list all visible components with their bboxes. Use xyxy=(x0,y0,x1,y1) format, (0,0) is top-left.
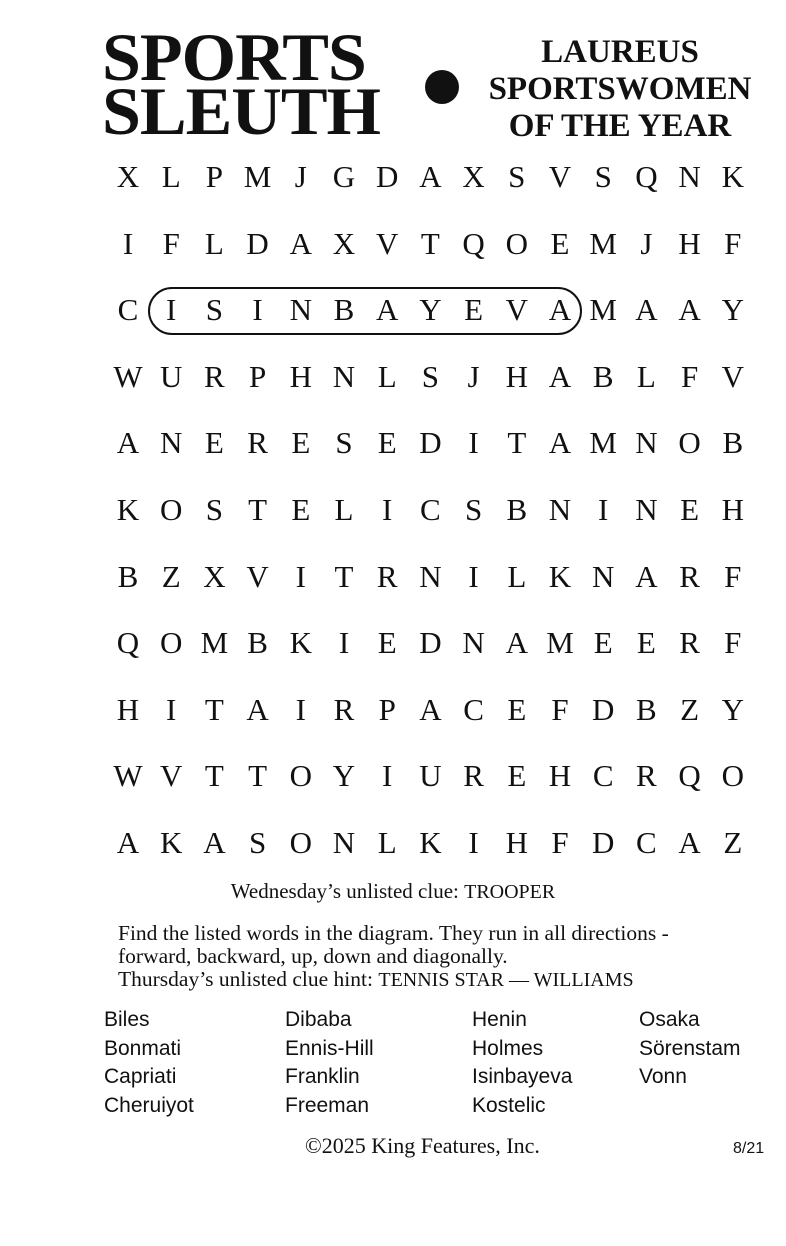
grid-letter: Z xyxy=(723,824,743,860)
grid-letter: N xyxy=(591,558,615,594)
grid-letter: A xyxy=(548,292,572,328)
thursday-clue xyxy=(118,968,758,992)
grid-letter: M xyxy=(589,225,617,261)
word-item: Franklin xyxy=(285,1065,360,1088)
grid-row xyxy=(108,618,756,685)
word-item: Henin xyxy=(472,1008,527,1031)
topic-line-2: SPORTSWOMEN xyxy=(488,71,752,107)
grid-letter: W xyxy=(113,358,143,394)
grid-letter: D xyxy=(591,824,615,860)
bullet-dot-icon xyxy=(425,70,459,104)
grid-letter: A xyxy=(289,225,312,261)
grid-letter: E xyxy=(291,425,311,461)
grid-letter: A xyxy=(375,292,399,328)
grid-letter: P xyxy=(378,691,396,727)
grid-letter: V xyxy=(721,358,744,394)
word-item: Bonmati xyxy=(104,1036,182,1060)
grid-row xyxy=(108,685,756,752)
grid-letter: L xyxy=(636,358,656,394)
wednesday-clue-label: Wednesday’s unlisted clue: xyxy=(230,879,459,903)
word-item: Kostelic xyxy=(472,1093,546,1117)
grid-letter: Q xyxy=(635,159,658,194)
puzzle-title xyxy=(102,19,421,149)
grid-letter: J xyxy=(467,358,480,394)
instructions xyxy=(118,922,758,992)
grid-letter: Y xyxy=(721,691,744,727)
grid-letter: A xyxy=(635,558,658,594)
grid-letter: X xyxy=(203,558,226,594)
grid-letter: Z xyxy=(680,691,700,727)
grid-letter: O xyxy=(721,758,744,794)
word-item: Isinbayeva xyxy=(472,1065,573,1088)
grid-row xyxy=(108,285,756,352)
grid-letter: S xyxy=(421,358,440,394)
grid-letter: R xyxy=(679,625,700,661)
word-item: Sörenstam xyxy=(639,1036,741,1060)
grid-letter: M xyxy=(546,625,574,661)
grid-letter: M xyxy=(589,292,617,328)
grid-letter: A xyxy=(116,824,140,860)
grid-letter: E xyxy=(464,292,484,328)
grid-letter: H xyxy=(678,225,701,261)
grid-letter: J xyxy=(294,159,307,194)
grid-letter: N xyxy=(289,292,312,328)
grid-letter: T xyxy=(204,758,224,794)
grid-row xyxy=(108,818,756,885)
grid-row xyxy=(108,352,756,419)
grid-letter: A xyxy=(635,292,658,328)
grid-letter: A xyxy=(419,159,442,194)
grid-letter: B xyxy=(506,491,528,527)
grid-letter: A xyxy=(116,425,140,461)
grid-row xyxy=(108,152,756,219)
grid-letter: X xyxy=(332,225,356,261)
grid-letter: W xyxy=(113,758,143,794)
grid-letter: I xyxy=(468,425,479,461)
grid-letter: Z xyxy=(161,558,181,594)
grid-letter: T xyxy=(507,425,527,461)
grid-letter: T xyxy=(248,491,268,527)
grid-letter: C xyxy=(636,824,657,860)
grid-letter: I xyxy=(252,292,263,328)
grid-letter: I xyxy=(468,558,479,594)
grid-letter: O xyxy=(159,491,183,527)
grid-letter: E xyxy=(507,758,527,794)
grid-letter: H xyxy=(505,358,528,394)
grid-letter: H xyxy=(505,824,528,860)
thursday-clue-hint: TENNIS STAR — WILLIAMS xyxy=(378,969,634,991)
wednesday-clue xyxy=(0,879,786,904)
grid-letter: Q xyxy=(678,758,701,794)
word-item: Ennis-Hill xyxy=(285,1036,374,1060)
grid-letter: P xyxy=(205,159,224,194)
grid-letter: L xyxy=(377,824,397,860)
grid-row xyxy=(108,552,756,619)
grid-letter: T xyxy=(420,225,440,261)
grid-letter: S xyxy=(205,292,224,328)
grid-letter: N xyxy=(548,491,572,527)
grid-letter: L xyxy=(334,491,354,527)
grid-letter: K xyxy=(289,625,312,661)
grid-letter: K xyxy=(548,558,572,594)
grid-letter: R xyxy=(376,558,398,594)
grid-letter: O xyxy=(159,625,183,661)
grid-letter: F xyxy=(724,225,742,261)
grid-letter: A xyxy=(678,824,701,860)
word-column-2 xyxy=(285,1006,374,1120)
grid-letter: Q xyxy=(116,625,140,661)
grid-letter: A xyxy=(203,824,226,860)
grid-letter: B xyxy=(636,691,657,727)
grid-letter: R xyxy=(679,558,700,594)
grid-letter: D xyxy=(375,159,399,194)
grid-letter: X xyxy=(116,159,140,194)
word-column-3 xyxy=(472,1006,572,1120)
grid-letter: Y xyxy=(419,292,442,328)
puzzle-topic xyxy=(470,34,770,145)
grid-letter: E xyxy=(680,491,700,527)
word-item: Capriati xyxy=(104,1065,177,1088)
grid-letter: D xyxy=(246,225,269,261)
grid-letter: S xyxy=(248,824,267,860)
grid-letter: B xyxy=(722,425,744,461)
word-item: Vonn xyxy=(639,1065,687,1088)
grid-letter: H xyxy=(721,491,744,527)
grid-letter: R xyxy=(333,691,355,727)
word-item: Holmes xyxy=(472,1036,544,1060)
grid-row xyxy=(108,485,756,552)
letter-grid xyxy=(108,152,756,885)
grid-letter: K xyxy=(159,824,183,860)
grid-letter: C xyxy=(592,758,614,794)
word-item: Dibaba xyxy=(285,1008,352,1031)
grid-letter: I xyxy=(122,225,134,261)
wednesday-clue-answer: TROOPER xyxy=(464,881,556,903)
grid-letter: Q xyxy=(462,225,485,261)
grid-letter: L xyxy=(377,358,397,394)
grid-letter: A xyxy=(678,292,701,328)
grid-letter: F xyxy=(162,225,180,261)
grid-letter: T xyxy=(334,558,354,594)
grid-letter: E xyxy=(550,225,570,261)
grid-letter: I xyxy=(382,758,393,794)
grid-letter: M xyxy=(200,625,229,661)
grid-letter: S xyxy=(205,491,224,527)
word-item: Cheruiyot xyxy=(104,1093,194,1117)
grid-letter: I xyxy=(468,824,479,860)
grid-letter: V xyxy=(375,225,399,261)
grid-letter: N xyxy=(332,824,356,860)
grid-letter: D xyxy=(419,425,442,461)
grid-letter: E xyxy=(291,491,311,527)
grid-letter: X xyxy=(462,159,485,194)
grid-letter: D xyxy=(419,625,442,661)
grid-letter: H xyxy=(289,358,312,394)
grid-letter: G xyxy=(332,159,356,194)
grid-letter: V xyxy=(246,558,269,594)
grid-letter: N xyxy=(159,425,183,461)
grid-letter: T xyxy=(248,758,268,794)
word-column-4 xyxy=(639,1006,741,1092)
grid-letter: S xyxy=(464,491,483,527)
grid-letter: U xyxy=(159,358,183,394)
title-line-1: SPORTS xyxy=(102,19,366,95)
grid-letter: I xyxy=(338,625,350,661)
grid-letter: C xyxy=(463,691,484,727)
grid-letter: O xyxy=(678,425,701,461)
grid-letter: I xyxy=(295,691,306,727)
grid-letter: H xyxy=(548,758,572,794)
grid-letter: I xyxy=(598,491,609,527)
grid-letter: A xyxy=(246,691,269,727)
grid-letter: K xyxy=(721,159,744,194)
grid-letter: A xyxy=(548,358,572,394)
grid-letter: M xyxy=(243,159,272,194)
grid-letter: A xyxy=(419,691,442,727)
grid-letter: S xyxy=(508,159,526,194)
title-line-2: SLEUTH xyxy=(102,73,380,149)
grid-letter: I xyxy=(382,491,393,527)
grid-letter: I xyxy=(295,558,306,594)
grid-letter: F xyxy=(724,625,742,661)
grid-letter: P xyxy=(248,358,267,394)
grid-letter: E xyxy=(636,625,656,661)
grid-row xyxy=(108,418,756,485)
grid-letter: K xyxy=(419,824,442,860)
grid-letter: A xyxy=(548,425,572,461)
grid-letter: Y xyxy=(721,292,744,328)
thursday-clue-label: Thursday’s unlisted clue hint: xyxy=(118,967,373,991)
instructions-line-2: forward, backward, up, down and diagonally. xyxy=(118,944,508,968)
word-item: Osaka xyxy=(639,1008,700,1031)
puzzle-date: 8/21 xyxy=(733,1140,765,1157)
grid-letter: C xyxy=(117,292,139,328)
grid-letter: F xyxy=(680,358,699,394)
grid-letter: O xyxy=(505,225,528,261)
instructions-line-1: Find the listed words in the diagram. They run in all directions - xyxy=(118,921,669,945)
grid-letter: O xyxy=(289,758,312,794)
grid-letter: N xyxy=(635,425,658,461)
grid-letter: B xyxy=(117,558,139,594)
grid-letter: J xyxy=(640,225,653,261)
grid-letter: R xyxy=(636,758,657,794)
grid-letter: I xyxy=(166,691,177,727)
grid-letter: E xyxy=(377,625,397,661)
grid-letter: V xyxy=(159,758,183,794)
word-item: Freeman xyxy=(285,1093,370,1117)
grid-letter: E xyxy=(507,691,527,727)
grid-letter: N xyxy=(332,358,356,394)
grid-row xyxy=(108,751,756,818)
word-item: Biles xyxy=(104,1008,150,1031)
grid-letter: E xyxy=(204,425,224,461)
grid-letter: E xyxy=(377,425,397,461)
topic-line-3: OF THE YEAR xyxy=(508,108,732,144)
grid-letter: D xyxy=(591,691,615,727)
grid-letter: V xyxy=(548,159,572,194)
word-column-1 xyxy=(104,1006,194,1120)
grid-letter: S xyxy=(335,425,353,461)
copyright: ©2025 King Features, Inc. xyxy=(305,1133,540,1158)
grid-letter: F xyxy=(551,691,569,727)
grid-letter: R xyxy=(247,425,268,461)
grid-letter: E xyxy=(593,625,613,661)
grid-letter: U xyxy=(419,758,442,794)
grid-letter: M xyxy=(589,425,617,461)
grid-letter: S xyxy=(594,159,612,194)
topic-line-1: LAUREUS xyxy=(541,34,699,70)
grid-letter: V xyxy=(505,292,528,328)
grid-letter: A xyxy=(505,625,528,661)
grid-letter: I xyxy=(166,292,177,328)
grid-letter: Y xyxy=(332,758,356,794)
grid-letter: F xyxy=(551,824,569,860)
grid-letter: H xyxy=(116,691,140,727)
grid-letter: B xyxy=(333,292,355,328)
grid-letter: N xyxy=(419,558,442,594)
grid-letter: O xyxy=(289,824,312,860)
grid-letter: R xyxy=(204,358,225,394)
grid-letter: T xyxy=(204,691,224,727)
grid-letter: B xyxy=(247,625,268,661)
grid-letter: L xyxy=(204,225,224,261)
grid-row xyxy=(108,219,756,286)
grid-letter: N xyxy=(462,625,485,661)
grid-letter: N xyxy=(635,491,658,527)
grid-letter: N xyxy=(678,159,701,194)
grid-letter: F xyxy=(724,558,742,594)
grid-letter: R xyxy=(463,758,484,794)
grid-letter: K xyxy=(116,491,140,527)
grid-letter: C xyxy=(420,491,441,527)
grid-letter: L xyxy=(507,558,527,594)
grid-letter: L xyxy=(161,159,181,194)
grid-letter: B xyxy=(592,358,614,394)
